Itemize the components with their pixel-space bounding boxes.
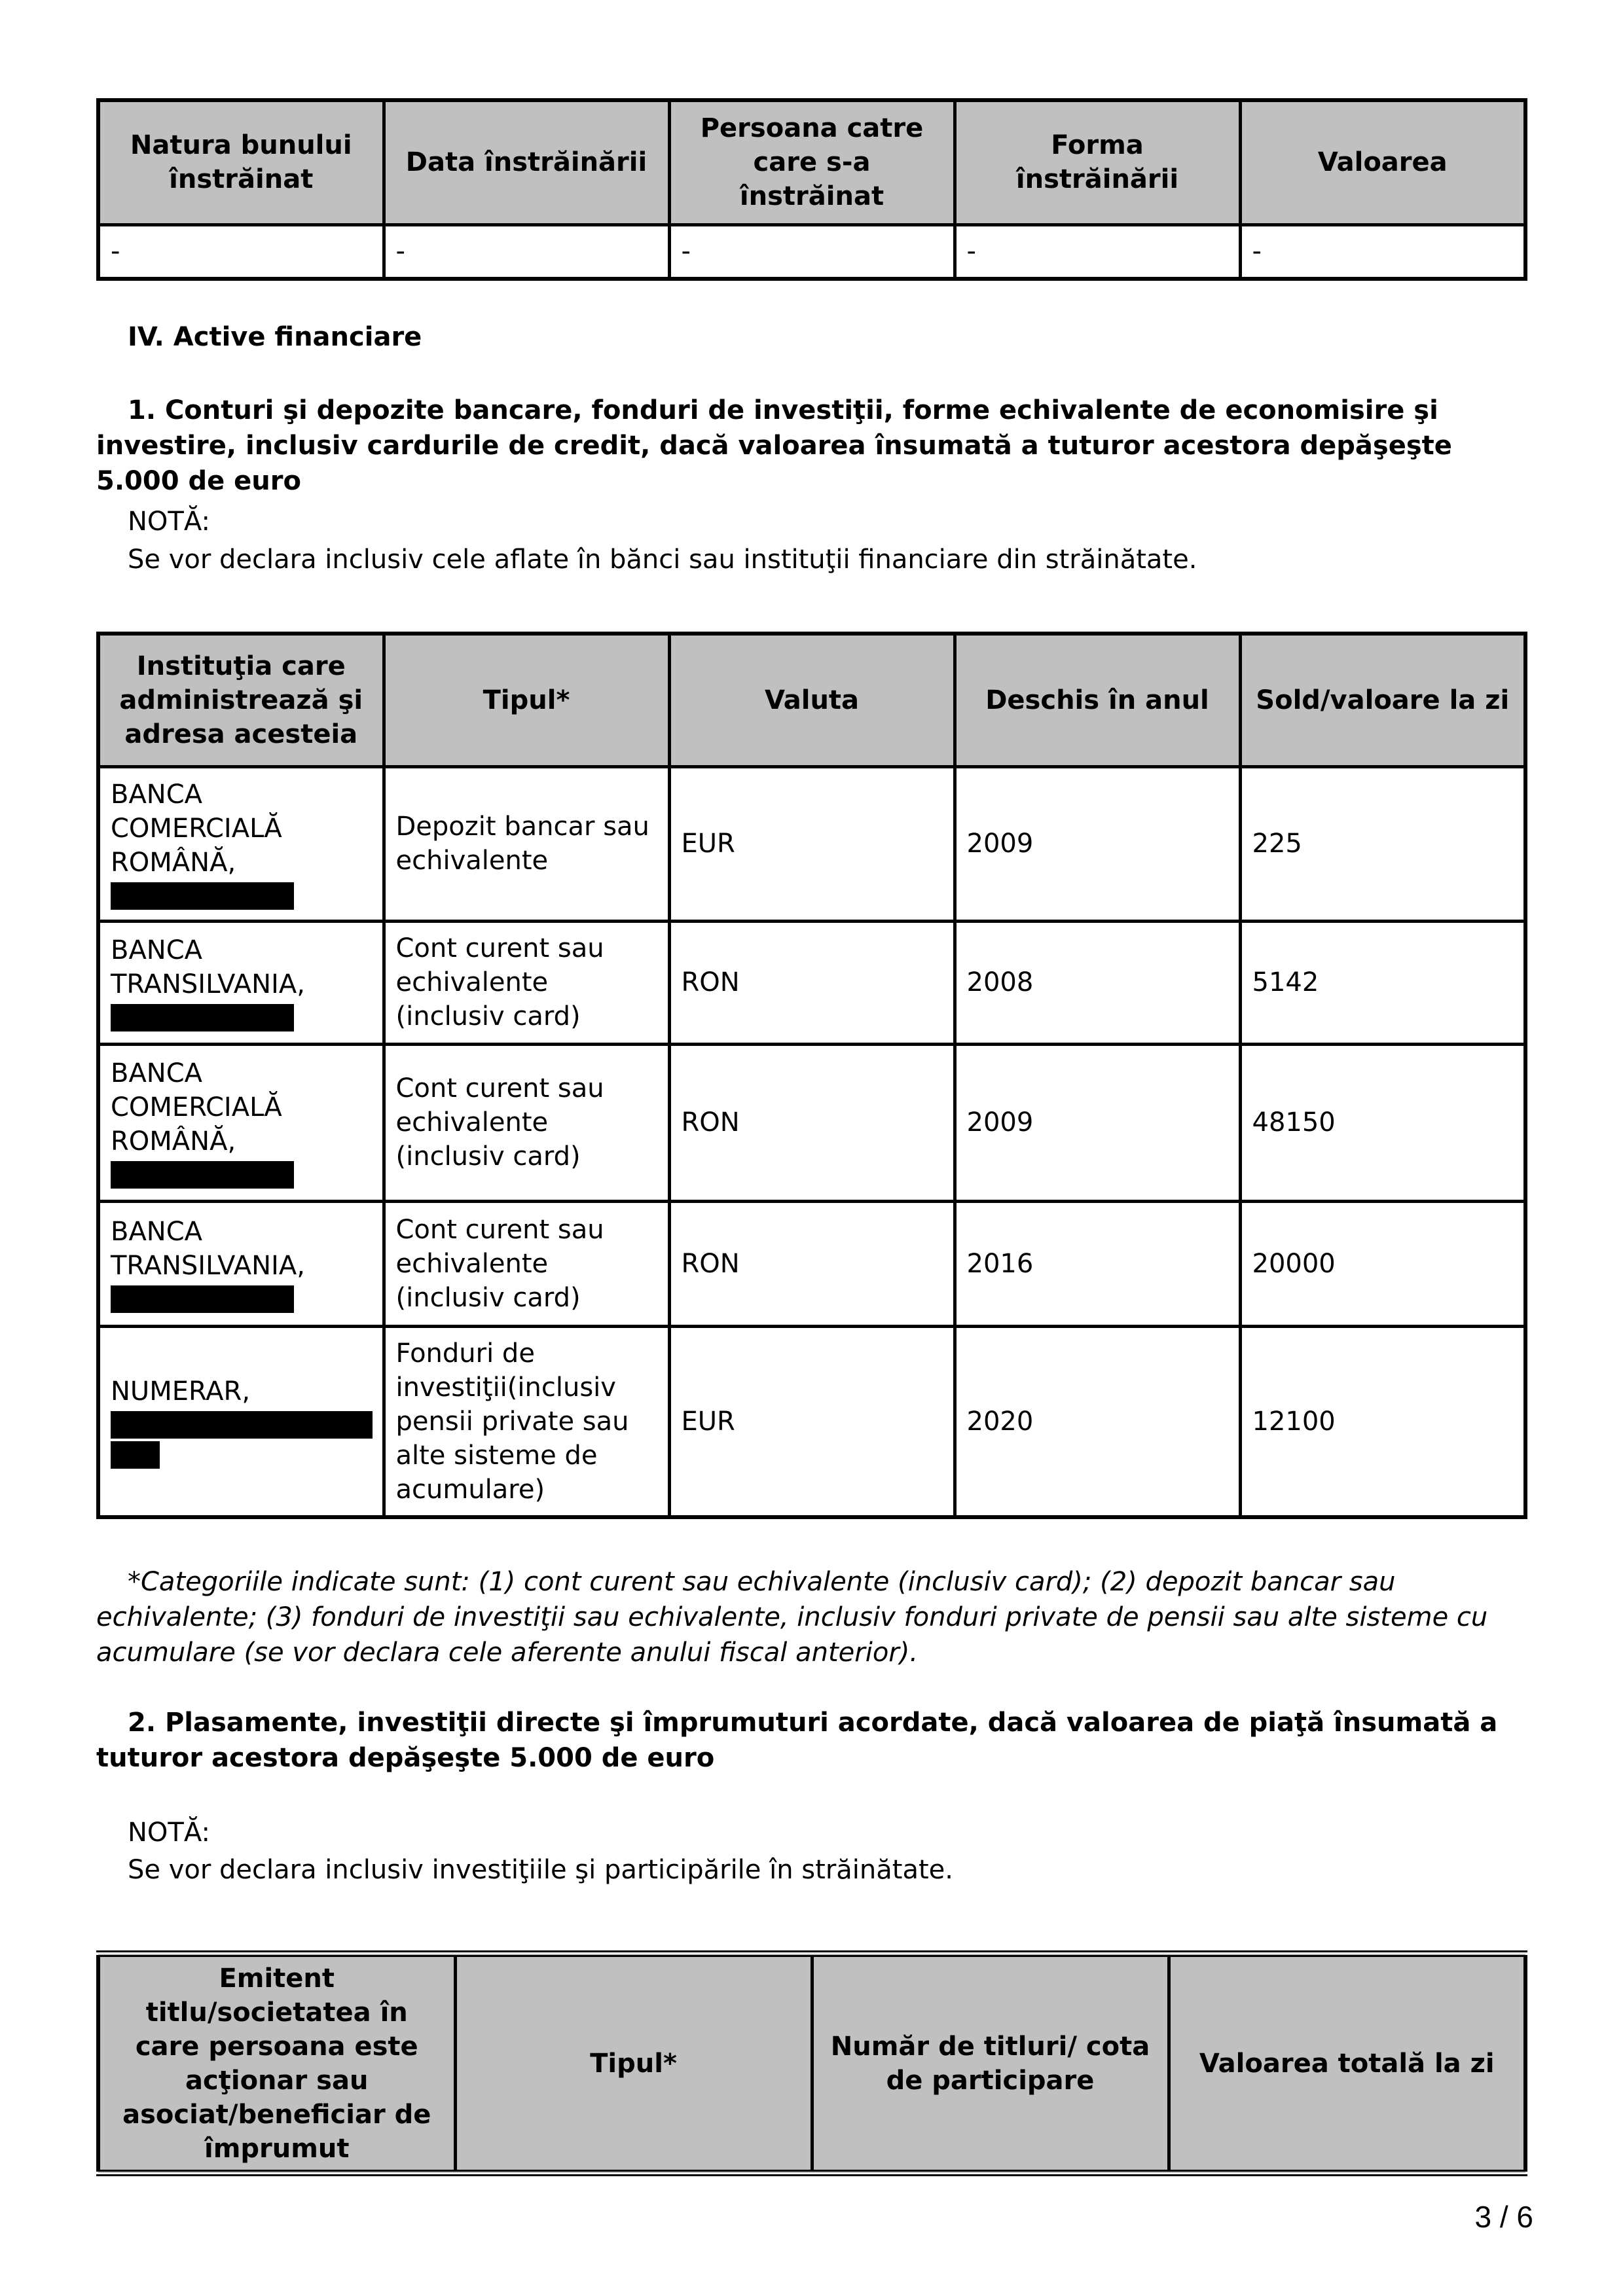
table-row (98, 1326, 1525, 1517)
cell-currency: EUR (669, 766, 955, 921)
section-2-title: 2. Plasamente, investiţii directe şi împrumuturi acordate, dacă valoarea de piaţă însumată a tuturor acestora depăşeşte 5.000 de euro (96, 1708, 1498, 1773)
cell-currency: RON (669, 1201, 955, 1326)
cell-currency: RON (669, 921, 955, 1044)
institution-name: BANCA COMERCIALĂ ROMÂNĂ, (111, 1058, 282, 1157)
cell-balance: 225 (1240, 766, 1525, 921)
bank-accounts-table (96, 632, 1527, 1519)
cell-year: 2016 (955, 1201, 1240, 1326)
cell-balance: 20000 (1240, 1201, 1525, 1326)
cell-type: Cont curent sau echivalente (inclusiv card) (384, 1044, 669, 1201)
cell-institution (98, 1326, 384, 1517)
institution-name: BANCA TRANSILVANIA, (111, 935, 305, 999)
cell-type: Fonduri de investiţii(inclusiv pensii private sau alte sisteme de acumulare) (384, 1326, 669, 1517)
institution-name: BANCA COMERCIALĂ ROMÂNĂ, (111, 780, 282, 878)
header-issuer: Emitent titlu/societatea în care persoana este acţionar sau asociat/beneficiar de împrumut (98, 1954, 455, 2173)
table-row (98, 766, 1525, 921)
table-row (98, 921, 1525, 1044)
table-header-row (98, 634, 1525, 766)
header-form: Forma înstrăinării (955, 100, 1240, 224)
header-date: Data înstrăinării (384, 100, 669, 224)
table-row (98, 224, 1525, 279)
cell-balance: 5142 (1240, 921, 1525, 1044)
header-type: Tipul* (384, 634, 669, 766)
cell-institution (98, 766, 384, 921)
cell-currency: EUR (669, 1326, 955, 1517)
note-1-label: NOTĂ: (128, 507, 210, 537)
table-row (98, 1201, 1525, 1326)
alienated-goods-table (96, 98, 1527, 281)
cell-type: Cont curent sau echivalente (inclusiv card) (384, 921, 669, 1044)
note-2-text: Se vor declara inclusiv investiţiile şi participările în străinătate. (128, 1855, 953, 1885)
cell-type: Depozit bancar sau echivalente (384, 766, 669, 921)
page-number: 3 / 6 (1474, 2200, 1533, 2234)
redacted-address-continued (111, 1441, 160, 1469)
cell-date: - (384, 224, 669, 279)
header-balance: Sold/valoare la zi (1240, 634, 1525, 766)
categories-footnote: *Categoriile indicate sunt: (1) cont curent sau echivalente (inclusiv card); (2) depozit bancar sau echivalente; (3) fonduri de investiţii sau echivalente, inclusiv fonduri private de pensii sau alte sisteme cu acumulare (se vor declara cele aferente anului fiscal anterior). (96, 1567, 1488, 1668)
cell-form: - (955, 224, 1240, 279)
table-header-row (98, 1954, 1525, 2173)
cell-nature: - (98, 224, 384, 279)
redacted-address (111, 1161, 294, 1189)
cell-institution (98, 1201, 384, 1326)
header-recipient: Persoana catre care s-a înstrăinat (669, 100, 955, 224)
header-institution: Instituţia care administrează şi adresa acesteia (98, 634, 384, 766)
redacted-address (111, 882, 294, 910)
table-row (98, 1044, 1525, 1201)
cell-year: 2020 (955, 1326, 1240, 1517)
cell-institution (98, 1044, 384, 1201)
institution-name: NUMERAR, (111, 1376, 251, 1407)
cell-recipient: - (669, 224, 955, 279)
redacted-address (111, 1004, 294, 1031)
table-header-row (98, 100, 1525, 224)
cell-year: 2009 (955, 1044, 1240, 1201)
note-2-label: NOTĂ: (128, 1818, 210, 1848)
cell-balance: 12100 (1240, 1326, 1525, 1517)
header-number-of-titles: Număr de titluri/ cota de participare (812, 1954, 1169, 2173)
cell-value: - (1240, 224, 1525, 279)
cell-currency: RON (669, 1044, 955, 1201)
cell-type: Cont curent sau echivalente (inclusiv card) (384, 1201, 669, 1326)
cell-year: 2008 (955, 921, 1240, 1044)
header-opened-year: Deschis în anul (955, 634, 1240, 766)
redacted-address (111, 1411, 373, 1439)
cell-balance: 48150 (1240, 1044, 1525, 1201)
header-type: Tipul* (455, 1954, 812, 2173)
header-nature: Natura bunului înstrăinat (98, 100, 384, 224)
section-iv-title: IV. Active financiare (128, 322, 422, 352)
redacted-address (111, 1285, 294, 1313)
header-total-value: Valoarea totală la zi (1169, 1954, 1525, 2173)
institution-name: BANCA TRANSILVANIA, (111, 1216, 305, 1281)
cell-institution (98, 921, 384, 1044)
section-1-title: 1. Conturi şi depozite bancare, fonduri de investiţii, forme echivalente de economisire şi investire, inclusiv cardurile de credit, dacă valoarea însumată a tuturor acestora depăşeşte 5.000 de euro (96, 395, 1452, 496)
note-1-text: Se vor declara inclusiv cele aflate în bănci sau instituţii financiare din străinătate. (128, 545, 1197, 575)
header-currency: Valuta (669, 634, 955, 766)
header-value: Valoarea (1240, 100, 1525, 224)
investments-table (96, 1950, 1527, 2176)
cell-year: 2009 (955, 766, 1240, 921)
